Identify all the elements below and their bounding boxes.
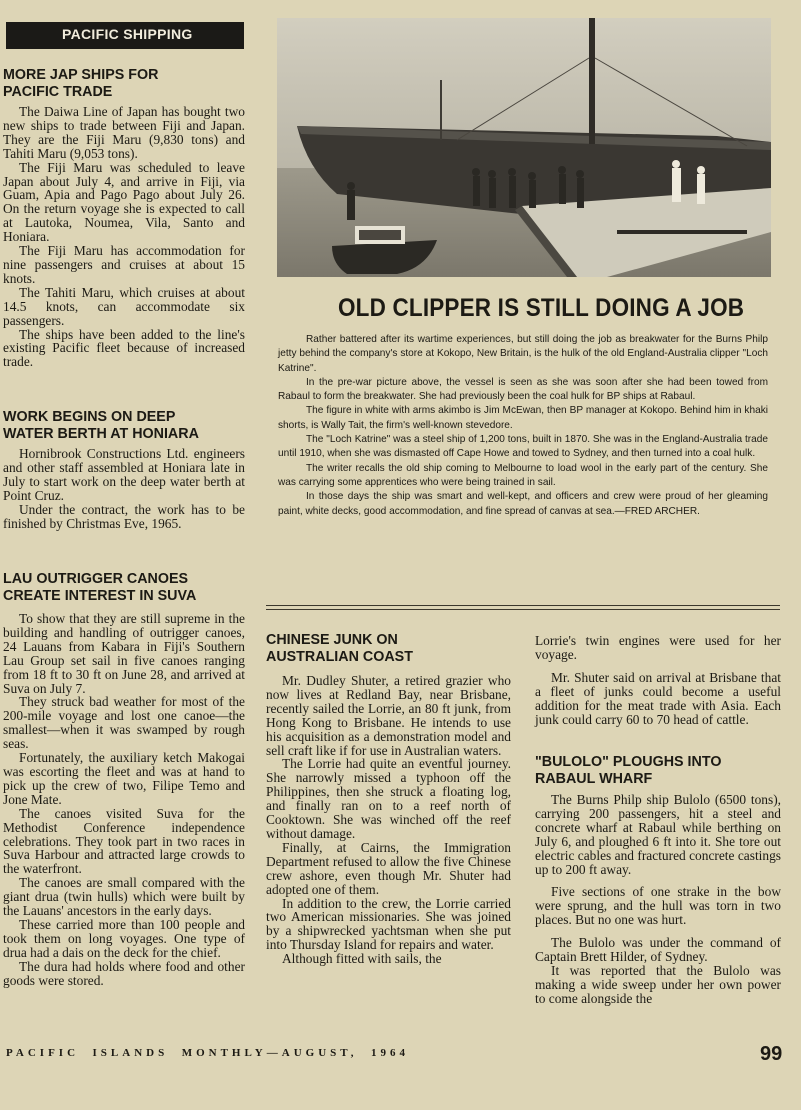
paragraph: Five sections of one strake in the bow were sprung, and the hull was torn in two places. But no one was hurt. — [535, 884, 781, 928]
divider-rule — [266, 609, 780, 610]
paragraph: The Fiji Maru was scheduled to leave Japan about July 4, and arrive in Fiji, via Guam, Apia and Pago Pago about July 26. On the return voyage she is expected to call at Lautoka, Noumea, Vila, Santo and Honiara. — [3, 159, 245, 245]
paragraph: Finally, at Cairns, the Immigration Department refused to allow the five Chinese crew ashore, even though Mr. Shuter had adopted one of them. — [266, 839, 511, 897]
article-canoes-body — [3, 612, 245, 987]
paragraph: In those days the ship was smart and well-kept, and officers and crew were proud of her gleaming paint, white decks, good accommodation, and fine spread of canvas at sea.—FRED ARCHER. — [278, 491, 768, 517]
article-berth-body — [3, 447, 245, 530]
paragraph: The Daiwa Line of Japan has bought two new ships to trade between Fiji and Japan. They are the Fiji Maru (9,830 tons) and Tahiti Maru (9,053 tons). — [3, 104, 245, 161]
paragraph: Hornibrook Constructions Ltd. engineers and other staff assembled at Honiara late in July to start work on the deep water berth at Point Cruz. — [3, 446, 245, 503]
article-ships-headline: MORE JAP SHIPS FOR PACIFIC TRADE — [3, 67, 159, 100]
section-banner-label: PACIFIC SHIPPING — [62, 26, 193, 42]
paragraph: Under the contract, the work has to be finished by Christmas Eve, 1965. — [3, 501, 245, 531]
article-junk-continuation — [535, 634, 781, 726]
paragraph: These carried more than 100 people and took them on long voyages. One type of drua had a dais on the deck for the chief. — [3, 916, 245, 960]
paragraph: The "Loch Katrine" was a steel ship of 1,200 tons, built in 1870. She was in the England-Australia trade until 1910, when she was dismasted off Cape Howe and towed to Sydney, and then turned into a coal hulk. — [278, 434, 768, 460]
paragraph: Although fitted with sails, the — [282, 951, 442, 967]
paragraph: The canoes visited Suva for the Methodist Conference independence celebrations. They took part in two races in Suva Harbour and attracted large crowds to the waterfront. — [3, 805, 245, 877]
paragraph: The figure in white with arms akimbo is Jim McEwan, then BP manager at Kokopo. Behind him in khaki shorts, is Wally Tait, the firm's well-known stevedore. — [278, 405, 768, 431]
paragraph: Lorrie's twin engines were used for her voyage. — [535, 633, 781, 662]
paragraph: The dura had holds where food and other goods were stored. — [3, 958, 245, 988]
article-ships-body — [3, 105, 245, 369]
paragraph: The ships have been added to the line's existing Pacific fleet because of increased trade. — [3, 326, 245, 370]
paragraph: The writer recalls the old ship coming to Melbourne to load wool in the early part of the century. She was carrying some apprentices who were being trained in sail. — [278, 462, 768, 488]
article-bulolo-headline: "BULOLO" PLOUGHS INTO RABAUL WHARF — [535, 754, 722, 787]
masthead-footer: PACIFIC ISLANDS MONTHLY—AUGUST, 1964 — [6, 1047, 410, 1059]
paragraph: Fortunately, the auxiliary ketch Makogai was escorting the fleet and was at hand to pick up the crew of two, Filipe Temo and Jone Mate. — [3, 750, 245, 807]
paragraph: Rather battered after its wartime experiences, but still doing the job as breakwater for the Burns Philp jetty behind the company's store at Kokopo, New Britain, is the hulk of the old England-Australia clipper "Loch Katrine". — [278, 334, 768, 374]
paragraph: To show that they are still supreme in the building and handling of outrigger canoes, 24 Lauans from Kabara in Fiji's Southern Lau Group set sail in five canoes ranging from 18 ft to 30 ft on June 28, and arrived at Suva on July 7. — [3, 611, 245, 696]
paragraph: The canoes are small compared with the giant drua (twin hulls) which were built by the Lauans' ancestors in the early days. — [3, 875, 245, 919]
paragraph: The Lorrie had quite an eventful journey. She narrowly missed a typhoon off the Philippines, then she struck a floating log, and finally ran on to a reef north of Cooktown. She was winched off the reef without damage. — [266, 756, 511, 841]
article-canoes-headline: LAU OUTRIGGER CANOES CREATE INTEREST IN SUVA — [3, 571, 197, 604]
feature-title: OLD CLIPPER IS STILL DOING A JOB — [338, 294, 745, 322]
article-bulolo-body — [535, 793, 781, 1006]
page-number: 99 — [760, 1043, 783, 1065]
feature-caption — [278, 333, 768, 519]
paragraph: Mr. Dudley Shuter, a retired grazier who now lives at Redland Bay, near Brisbane, recently sailed the Lorrie, an 80 ft junk, from Hong Kong to Brisbane. He intends to use his acquisition as a demonstration model and sell craft like if for use in Australian waters. — [266, 673, 511, 758]
paragraph: They struck bad weather for most of the 200-mile voyage and lost one canoe—the smallest—when it was swamped by rough seas. — [3, 694, 245, 752]
divider-rule — [266, 605, 780, 606]
paragraph: Mr. Shuter said on arrival at Brisbane that a fleet of junks could become a useful addition for the meat trade with Asia. Each junk could carry 60 to 70 head of cattle. — [535, 669, 781, 727]
clipper-photo-drawing — [277, 18, 771, 277]
paragraph: It was reported that the Bulolo was making a wide sweep under her own power to come alongside the — [535, 962, 781, 1006]
paragraph: In the pre-war picture above, the vessel is seen as she was soon after she had been towed from Rabaul to form the breakwater. She had previously been the coal hulk for BP ships at Rabaul. — [278, 376, 768, 403]
article-berth-headline: WORK BEGINS ON DEEP WATER BERTH AT HONIARA — [3, 409, 199, 442]
article-junk-headline: CHINESE JUNK ON AUSTRALIAN COAST — [266, 632, 413, 665]
paragraph: The Fiji Maru has accommodation for nine passengers and cruises at about 15 knots. — [3, 243, 245, 286]
paragraph: In addition to the crew, the Lorrie carried two American missionaries. She was joined by a shipwrecked yachtsman when she put into Thursday Island for repairs and water. — [266, 895, 511, 953]
clipper-photo — [277, 18, 771, 277]
paragraph: The Tahiti Maru, which cruises at about 14.5 knots, can accommodate six passengers. — [3, 284, 245, 328]
article-junk-body — [266, 674, 511, 966]
paragraph: The Bulolo was under the command of Captain Brett Hilder, of Sydney. — [535, 935, 781, 965]
paragraph: The Burns Philp ship Bulolo (6500 tons), carrying 200 passengers, hit a steel and concrete wharf at Rabaul while berthing on July 6, and ploughed 6 ft into it. She tore out electric cables and fractured concrete castings up to 200 ft away. — [535, 792, 781, 877]
